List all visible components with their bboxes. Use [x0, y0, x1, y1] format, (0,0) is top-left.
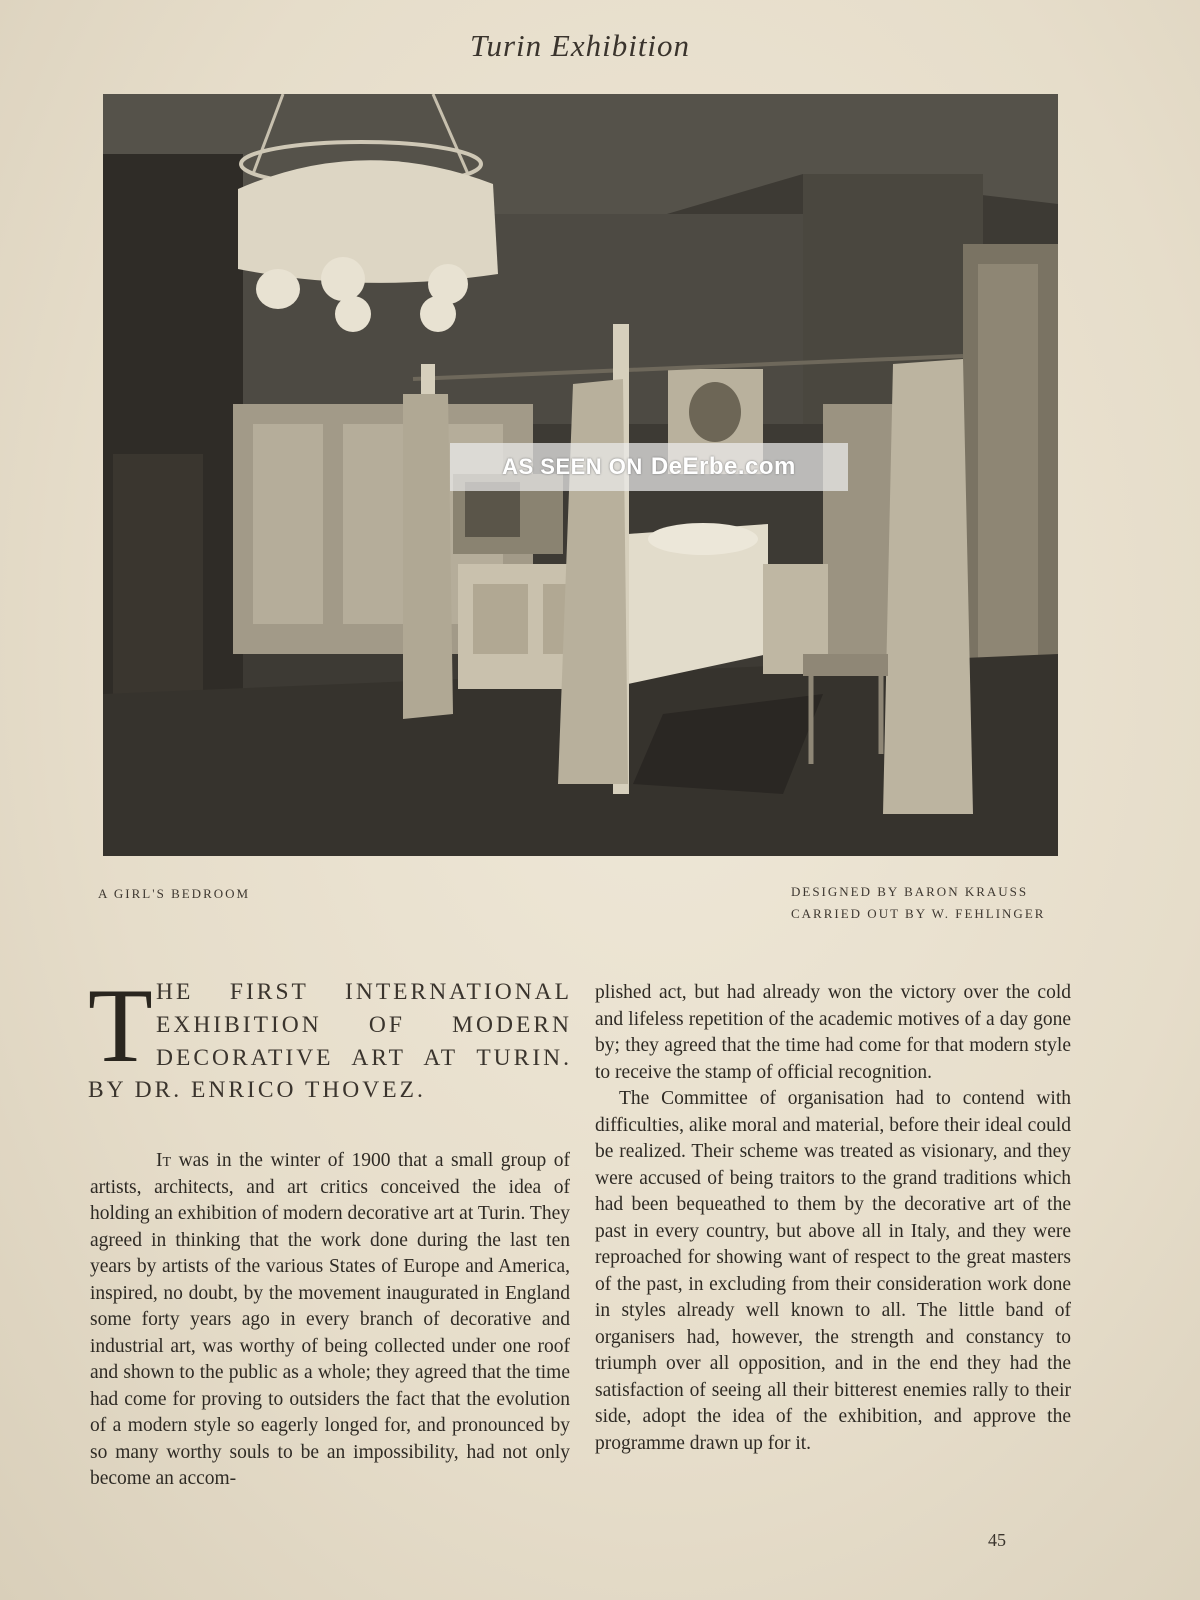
article-byline: BY DR. ENRICO THOVEZ.: [88, 1077, 426, 1103]
photo-credits: [791, 881, 1045, 925]
title-line: DECORATIVE ART AT TURIN.: [156, 1045, 572, 1071]
right-column: [595, 980, 1071, 1457]
watermark-prefix: AS SEEN ON: [502, 454, 643, 479]
watermark-banner: [450, 443, 848, 491]
paragraph-two: The Committee of organisation had to contend with difficulties, alike moral and material, before their ideal could be realized. Their scheme was treated as visionary, and they were accused of being traitors to the grand traditions which had been bequeathed to them by the decorative art of the past in every country, but above all in Italy, and they were reproached for showing want of respect to the great masters of the past, in excluding from their consideration work done in styles already well known to all. The little band of organisers had, however, the strength and constancy to triumph over all opposition, and in the end they had the satisfaction of seeing all their bitterest enemies rally to their side, adopt the idea of the exhibition, and approve the programme drawn up for it.: [595, 1088, 1071, 1454]
photo-caption-title: A GIRL'S BEDROOM: [98, 886, 251, 901]
paragraph-one-text: was in the winter of 1900 that a small group of artists, architects, and art critics conceived the idea of holding an exhibition of modern decorative art at Turin. They agreed in thinking that the work done during the last ten years by artists of the various States of Europe and America, inspired, no doubt, by the movement inaugurated in England some forty years ago in every branch of decorative and industrial art, was worthy of being collected under one roof and shown to the public as a whole; they agreed that the time had come for proving to outsiders the fact that the evolution of a modern style so eagerly longed for, and pronounced by so many worthy souls to be an impossibility, had not only become an accom-: [90, 1150, 571, 1489]
article-title: [156, 976, 572, 1075]
paragraph-one: [90, 1148, 570, 1493]
drop-cap: T: [88, 967, 153, 1084]
title-line: EXHIBITION OF MODERN: [156, 1012, 572, 1038]
designed-by-credit: DESIGNED BY BARON KRAUSS: [791, 884, 1029, 899]
left-column: [90, 1148, 570, 1493]
carried-out-by-credit: CARRIED OUT BY W. FEHLINGER: [791, 906, 1046, 921]
paragraph-one-continued: plished act, but had already won the victory over the cold and lifeless repetition of the academic motives of a day gone by; they agreed that the time had come for that modern style to receive the stamp of official recognition.: [595, 982, 1071, 1083]
paragraph-lead-word: It: [156, 1150, 172, 1171]
page-number: 45: [988, 1530, 1006, 1550]
watermark-brand: DeErbe.com: [650, 453, 796, 480]
title-line: HE FIRST INTERNATIONAL: [156, 979, 572, 1005]
running-head: Turin Exhibition: [469, 28, 691, 63]
article-title-block: [88, 967, 572, 1104]
